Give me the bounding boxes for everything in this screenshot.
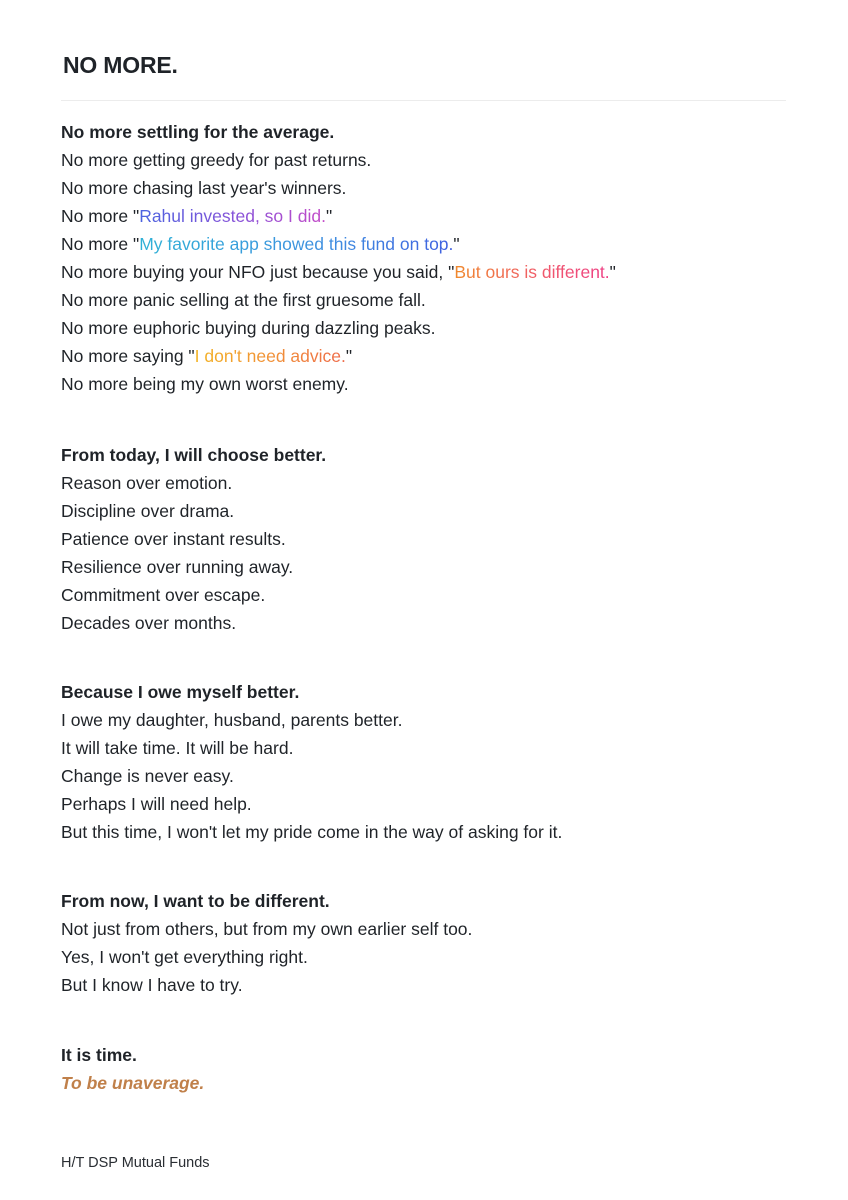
text-line: Reason over emotion. — [61, 473, 233, 493]
text-line: No more panic selling at the first gruesome fall. — [61, 290, 426, 310]
section-heading: No more settling for the average. — [61, 122, 335, 142]
section-heading: From today, I will choose better. — [61, 445, 327, 465]
section-be-different — [61, 887, 472, 999]
text-line: No more euphoric buying during dazzling peaks. — [61, 318, 436, 338]
text-line: Yes, I won't get everything right. — [61, 947, 308, 967]
section-it-is-time — [61, 1041, 204, 1097]
text-line: No more chasing last year's winners. — [61, 178, 347, 198]
section-heading: Because I owe myself better. — [61, 682, 300, 702]
highlighted-quote: Rahul invested, so I did. — [139, 206, 326, 226]
highlighted-quote: But ours is different. — [454, 262, 610, 282]
line-suffix: " — [609, 262, 616, 282]
line-prefix: No more saying " — [61, 346, 195, 366]
line-suffix: " — [325, 206, 333, 226]
text-line: No more getting greedy for past returns. — [61, 150, 372, 170]
text-line: It will take time. It will be hard. — [61, 738, 294, 758]
section-choose-better — [61, 441, 326, 637]
highlighted-quote: I don't need advice. — [194, 346, 346, 366]
page-title: NO MORE. — [63, 52, 178, 78]
section-heading: From now, I want to be different. — [61, 891, 330, 911]
text-line: I owe my daughter, husband, parents better. — [61, 710, 403, 730]
text-line: But this time, I won't let my pride come in the way of asking for it. — [61, 822, 563, 842]
line-prefix: No more " — [61, 206, 140, 226]
text-line: No more being my own worst enemy. — [61, 374, 349, 394]
title-divider — [61, 100, 786, 101]
text-line: Patience over instant results. — [61, 529, 286, 549]
text-line — [61, 230, 616, 258]
line-prefix: No more buying your NFO just because you said, " — [61, 262, 455, 282]
text-line: But I know I have to try. — [61, 975, 243, 995]
text-line: Discipline over drama. — [61, 501, 235, 521]
line-prefix: No more " — [61, 234, 140, 254]
text-line: Resilience over running away. — [61, 557, 294, 577]
section-heading: It is time. — [61, 1045, 137, 1065]
text-line: Commitment over escape. — [61, 585, 266, 605]
section-no-more — [61, 118, 616, 398]
text-line: Not just from others, but from my own earlier self too. — [61, 919, 473, 939]
text-line: Change is never easy. — [61, 766, 234, 786]
text-line: Perhaps I will need help. — [61, 794, 252, 814]
line-suffix: " — [453, 234, 460, 254]
footer-credit: H/T DSP Mutual Funds — [61, 1155, 210, 1171]
text-line — [61, 202, 616, 230]
highlighted-quote: My favorite app showed this fund on top. — [139, 234, 454, 254]
text-line — [61, 258, 616, 286]
line-suffix: " — [345, 346, 353, 366]
tagline: To be unaverage. — [61, 1073, 205, 1093]
text-line: Decades over months. — [61, 613, 237, 633]
text-line — [61, 342, 616, 370]
section-owe-myself — [61, 678, 562, 846]
